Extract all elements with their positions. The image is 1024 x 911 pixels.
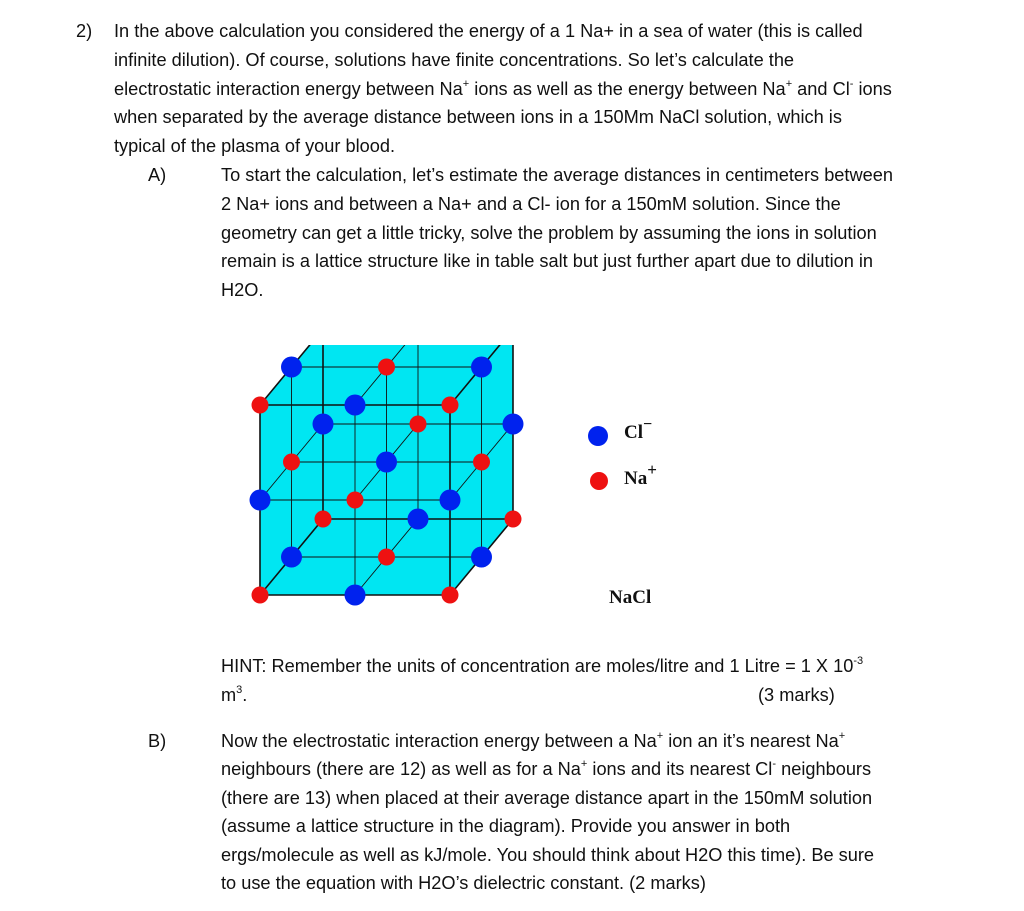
cl-legend-dot [588, 426, 608, 446]
part-a-line-4: remain is a lattice structure like in table salt but just further apart due to dilution in [221, 251, 874, 271]
cl-ion [345, 585, 366, 606]
part-b-line-5: ergs/molecule as well as kJ/mole. You should think about H2O this time). Be sure [221, 845, 875, 865]
cl-ion [408, 509, 429, 530]
cl-legend-label: Cl− [624, 416, 653, 443]
nacl-lattice-diagram [240, 345, 540, 615]
part-b-line-3: (there are 13) when placed at their average distance apart in the 150mM solution [221, 788, 873, 808]
part-b-line-1: Now the electrostatic interaction energy between a Na+ ion an it’s nearest Na+ [221, 729, 846, 751]
intro-line-5: typical of the plasma of your blood. [114, 136, 396, 156]
hint-line: HINT: Remember the units of concentration are moles/litre and 1 Litre = 1 X $10^{-3}$ [221, 654, 864, 676]
na-ion [442, 397, 459, 414]
cl-ion [313, 414, 334, 435]
figure-caption: NaCl [609, 587, 652, 608]
cl-ion [281, 357, 302, 378]
part-b-line-4: (assume a lattice structure in the diagram). Provide you answer in both [221, 816, 791, 836]
part-a-label: A) [148, 165, 167, 185]
cl-ion [281, 547, 302, 568]
part-b-line-2: neighbours (there are 12) as well as for a Na+ ions and its nearest Cl- neighbours [221, 757, 872, 779]
part-a-line-5: H2O. [221, 280, 264, 300]
intro-line-4: when separated by the average distance between ions in a 150Mm NaCl solution, which is [114, 107, 842, 127]
na-ion [252, 397, 269, 414]
na-ion [505, 511, 522, 528]
part-a-marks: (3 marks) [758, 685, 835, 705]
na-ion [378, 359, 395, 376]
na-legend-label: Na+ [624, 460, 657, 489]
na-ion [410, 416, 427, 433]
na-ion [347, 492, 364, 509]
cl-ion [376, 452, 397, 473]
cl-ion [345, 395, 366, 416]
na-ion [473, 454, 490, 471]
na-ion [252, 587, 269, 604]
intro-line-1: In the above calculation you considered the energy of a 1 Na+ in a sea of water (this is called [114, 21, 863, 41]
cl-ion [471, 357, 492, 378]
part-b-label: B) [148, 731, 167, 751]
part-b-line-6: to use the equation with H2O’s dielectric constant. (2 marks) [221, 873, 706, 893]
na-ion [442, 587, 459, 604]
part-a-line-1: To start the calculation, let’s estimate the average distances in centimeters between [221, 165, 893, 185]
question-number: 2) [76, 21, 93, 41]
part-a-line-2: 2 Na+ ions and between a Na+ and a Cl- ion for a 150mM solution. Since the [221, 194, 841, 214]
cl-ion [250, 490, 271, 511]
na-legend-dot [590, 472, 608, 490]
intro-line-3: electrostatic interaction energy between Na+ ions as well as the energy between Na+ and Cl- ions [114, 77, 892, 99]
na-ion [283, 454, 300, 471]
na-ion [378, 549, 395, 566]
hint-unit: $m^3$. [221, 683, 248, 705]
intro-line-2: infinite dilution). Of course, solutions have finite concentrations. So let’s calculate the [114, 50, 795, 70]
cl-ion [440, 490, 461, 511]
cl-ion [503, 414, 524, 435]
cl-ion [471, 547, 492, 568]
na-ion [315, 511, 332, 528]
part-a-line-3: geometry can get a little tricky, solve the problem by assuming the ions in solution [221, 223, 877, 243]
